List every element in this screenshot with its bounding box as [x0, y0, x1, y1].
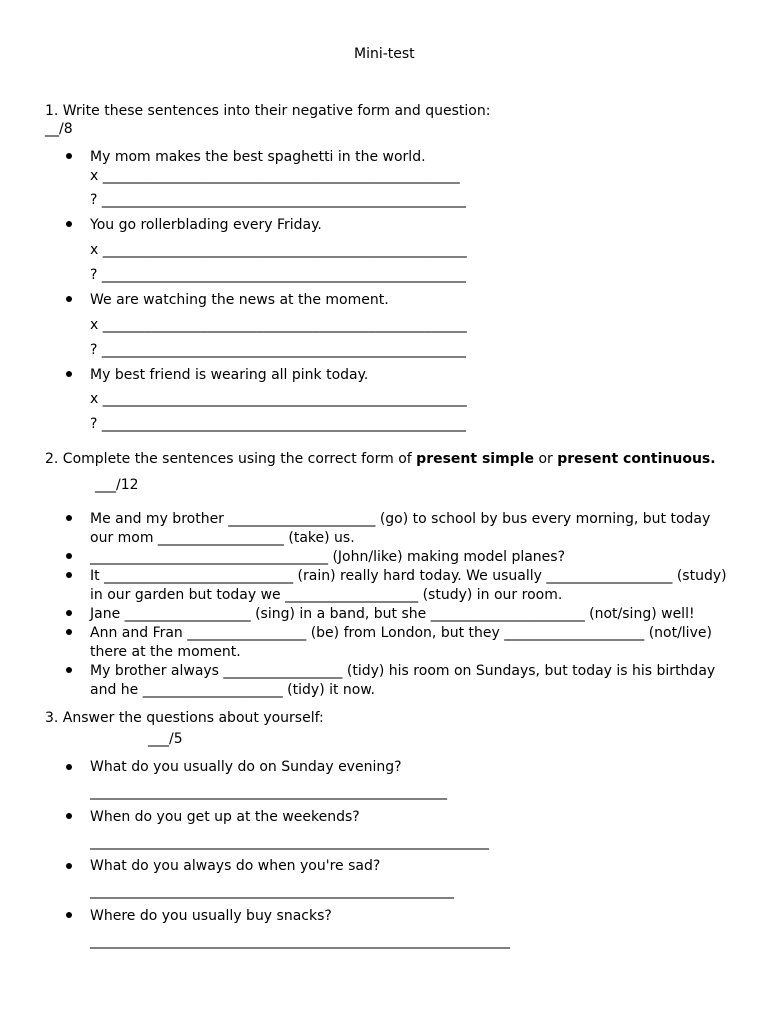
page-title: Mini-test: [354, 46, 415, 62]
s1-sentence-2: You go rollerblading every Friday.: [90, 217, 322, 233]
s2-line-3[interactable]: __________________________________ (John/like) making model planes?: [90, 549, 566, 565]
s2-heading-text: 2. Complete the sentences using the correct form of: [45, 451, 417, 467]
section-1-score: __/8: [45, 121, 73, 137]
s3-question-2: When do you get up at the weekends?: [90, 809, 360, 825]
s2-line-8: there at the moment.: [90, 644, 241, 660]
s2-heading-bold-1: present simple: [416, 451, 534, 467]
section-3-heading: 3. Answer the questions about yourself:: [45, 710, 324, 726]
s2-line-7[interactable]: Ann and Fran _________________ (be) from London, but they ____________________ (not/live): [90, 625, 712, 641]
s2-line-9[interactable]: My brother always _________________ (tidy) his room on Sundays, but today is his birthday: [90, 663, 716, 679]
bullet-icon: [66, 863, 72, 869]
s1-question-field-1[interactable]: ? ____________________________________________________: [90, 192, 466, 208]
s3-answer-field-2[interactable]: _________________________________________________________: [90, 834, 489, 850]
bullet-icon: [66, 296, 72, 302]
s2-line-10[interactable]: and he ____________________ (tidy) it now.: [90, 682, 375, 698]
bullet-icon: [66, 610, 72, 616]
bullet-icon: [66, 813, 72, 819]
s2-heading-mid: or: [534, 451, 558, 467]
bullet-icon: [66, 764, 72, 770]
bullet-icon: [66, 221, 72, 227]
bullet-icon: [66, 153, 72, 159]
s2-line-1[interactable]: Me and my brother _____________________ (go) to school by bus every morning, but today: [90, 511, 711, 527]
s1-question-field-4[interactable]: ? ____________________________________________________: [90, 416, 466, 432]
section-2-score: ___/12: [95, 477, 139, 493]
s3-answer-field-3[interactable]: ____________________________________________________: [90, 883, 454, 899]
s1-sentence-3: We are watching the news at the moment.: [90, 292, 389, 308]
section-2-heading: [45, 450, 716, 469]
s1-question-field-3[interactable]: ? ____________________________________________________: [90, 342, 466, 358]
s2-line-5[interactable]: in our garden but today we ___________________ (study) in our room.: [90, 587, 563, 603]
section-1-heading: 1. Write these sentences into their negative form and question:: [45, 103, 491, 119]
bullet-icon: [66, 572, 72, 578]
s2-line-2[interactable]: our mom __________________ (take) us.: [90, 530, 355, 546]
s2-line-6[interactable]: Jane __________________ (sing) in a band, but she ______________________ (not/sing) well!: [90, 606, 695, 622]
bullet-icon: [66, 515, 72, 521]
s3-answer-field-4[interactable]: ____________________________________________________________: [90, 933, 510, 949]
s1-negative-field-2[interactable]: x ____________________________________________________: [90, 242, 467, 258]
s1-negative-field-3[interactable]: x ____________________________________________________: [90, 317, 467, 333]
s1-sentence-4: My best friend is wearing all pink today.: [90, 367, 369, 383]
bullet-icon: [66, 629, 72, 635]
s1-sentence-1: My mom makes the best spaghetti in the world.: [90, 149, 426, 165]
bullet-icon: [66, 667, 72, 673]
s2-line-4[interactable]: It ___________________________ (rain) really hard today. We usually __________________ (study): [90, 568, 727, 584]
s1-question-field-2[interactable]: ? ____________________________________________________: [90, 267, 466, 283]
bullet-icon: [66, 371, 72, 377]
s3-question-1: What do you usually do on Sunday evening?: [90, 759, 402, 775]
s3-question-3: What do you always do when you're sad?: [90, 858, 381, 874]
s3-question-4: Where do you usually buy snacks?: [90, 908, 332, 924]
s1-negative-field-4[interactable]: x ____________________________________________________: [90, 391, 467, 407]
s2-heading-bold-2: present continuous.: [557, 451, 716, 467]
s3-answer-field-1[interactable]: ___________________________________________________: [90, 784, 447, 800]
bullet-icon: [66, 912, 72, 918]
bullet-icon: [66, 553, 72, 559]
section-3-score: ___/5: [148, 731, 183, 747]
s1-negative-field-1[interactable]: x ___________________________________________________: [90, 168, 460, 184]
